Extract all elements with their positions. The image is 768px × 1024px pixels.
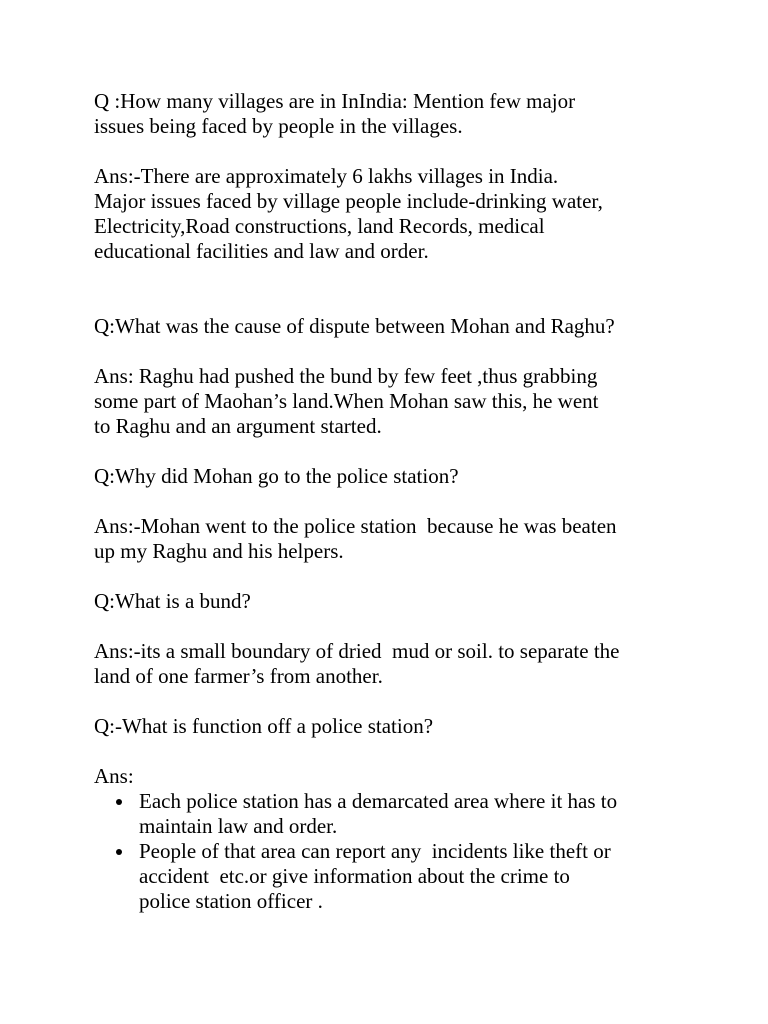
question-block: [94, 314, 694, 339]
text-line: Major issues faced by village people include-drinking water,: [94, 189, 603, 213]
text-line: Q:What is a bund?: [94, 589, 251, 613]
text-line: Ans:: [94, 764, 134, 788]
document-page: [94, 89, 694, 914]
text-line: Ans:-its a small boundary of dried mud or soil. to separate the: [94, 639, 620, 663]
bullet-dot-icon: [116, 849, 122, 855]
text-line: up my Raghu and his helpers.: [94, 539, 344, 563]
text-line: issues being faced by people in the villages.: [94, 114, 463, 138]
text-line: Q:Why did Mohan go to the police station?: [94, 464, 459, 488]
text-line: maintain law and order.: [139, 814, 338, 838]
bullet-item: [94, 839, 694, 914]
text-line: accident etc.or give information about the crime to: [139, 864, 570, 888]
text-line: Q:-What is function off a police station?: [94, 714, 434, 738]
text-line: to Raghu and an argument started.: [94, 414, 382, 438]
bullet-item: [94, 789, 694, 839]
text-line: land of one farmer’s from another.: [94, 664, 383, 688]
bullet-list: [94, 789, 694, 914]
text-line: Q :How many villages are in InIndia: Mention few major: [94, 89, 576, 113]
answer-block: [94, 164, 694, 264]
text-line: Q:What was the cause of dispute between Mohan and Raghu?: [94, 314, 615, 338]
text-line: Ans: Raghu had pushed the bund by few feet ,thus grabbing: [94, 364, 598, 388]
answer-block: [94, 514, 694, 564]
text-line: Electricity,Road constructions, land Records, medical: [94, 214, 545, 238]
question-block: [94, 464, 694, 489]
question-block: [94, 589, 694, 614]
text-line: Each police station has a demarcated area where it has to: [139, 789, 618, 813]
question-block: [94, 714, 694, 739]
text-line: Ans:-There are approximately 6 lakhs villages in India.: [94, 164, 559, 188]
text-line: educational facilities and law and order.: [94, 239, 429, 263]
question-block: [94, 89, 694, 139]
text-line: some part of Maohan’s land.When Mohan saw this, he went: [94, 389, 599, 413]
text-line: police station officer .: [139, 889, 323, 913]
answer-block: [94, 364, 694, 439]
answer-block: [94, 639, 694, 689]
text-line: People of that area can report any incidents like theft or: [139, 839, 611, 863]
answer-block: [94, 764, 694, 914]
bullet-dot-icon: [116, 799, 122, 805]
text-line: Ans:-Mohan went to the police station because he was beaten: [94, 514, 617, 538]
